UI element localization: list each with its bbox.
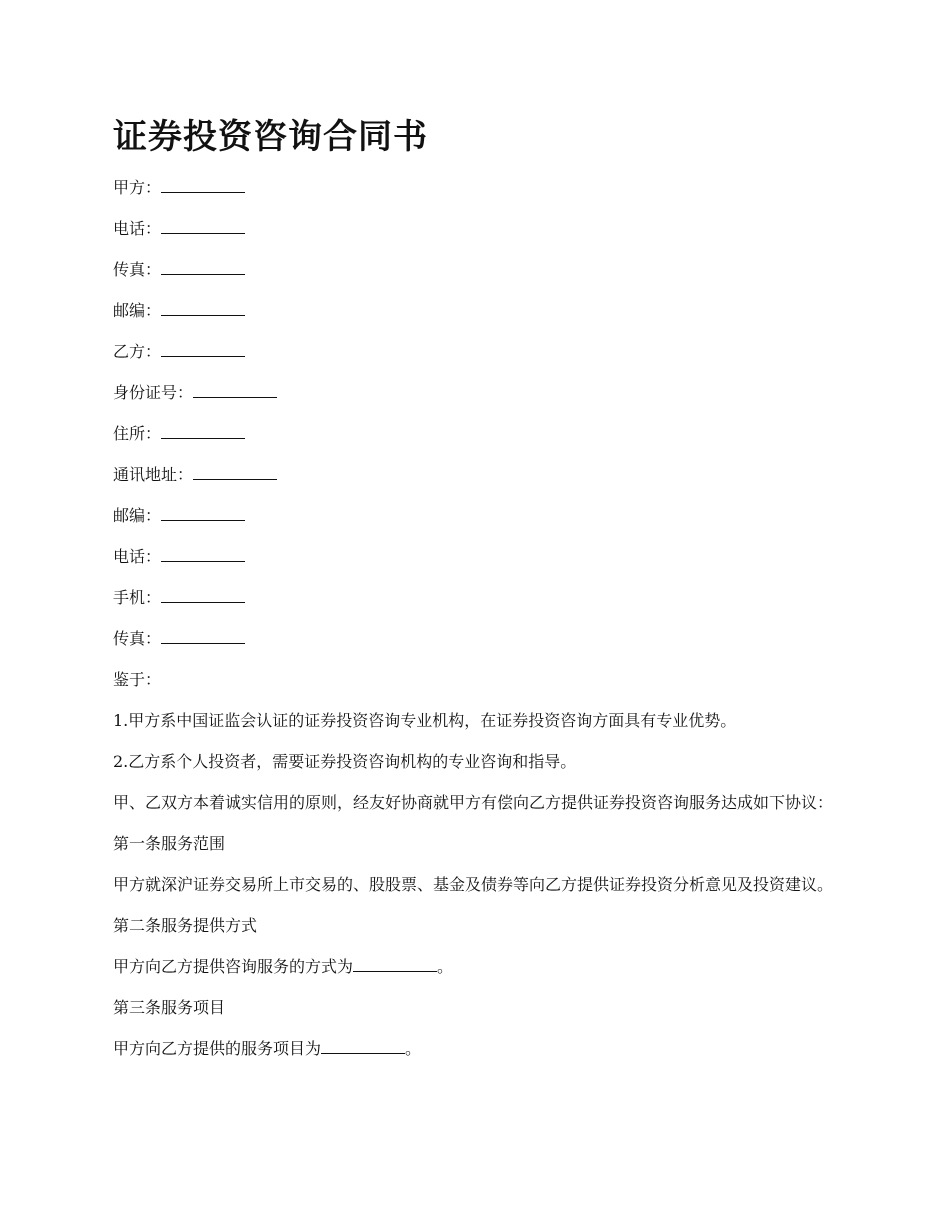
- party-b-phone-field: [113, 545, 843, 569]
- blank-line: [161, 299, 245, 316]
- party-a-field: [113, 176, 843, 200]
- article-2-text: 甲方向乙方提供咨询服务的方式为: [113, 957, 354, 976]
- blank-line: [161, 340, 245, 357]
- field-label: 通讯地址：: [113, 465, 194, 484]
- field-label: 传真：: [113, 629, 162, 648]
- whereas-clause-2: 2.乙方系个人投资者，需要证券投资咨询机构的专业咨询和指导。: [113, 752, 577, 771]
- blank-line: [161, 504, 245, 521]
- party-b-mobile-field: [113, 586, 843, 610]
- blank-line: [161, 258, 245, 275]
- field-label: 乙方：: [113, 342, 162, 361]
- party-b-address-field: [113, 463, 843, 487]
- blank-line: [161, 627, 245, 644]
- field-label: 电话：: [113, 547, 162, 566]
- article-3-body: [113, 1037, 843, 1061]
- period-mark: 。: [405, 1039, 422, 1058]
- party-b-postcode-field: [113, 504, 843, 528]
- field-label: 邮编：: [113, 506, 162, 525]
- party-a-postcode-field: [113, 299, 843, 323]
- field-label: 邮编：: [113, 301, 162, 320]
- blank-line: [193, 463, 277, 480]
- party-b-field: [113, 340, 843, 364]
- blank-line: [161, 217, 245, 234]
- agreement-intro: 甲、乙双方本着诚实信用的原则，经友好协商就甲方有偿向乙方提供证券投资咨询服务达成如下协议：: [113, 793, 834, 812]
- field-label: 传真：: [113, 260, 162, 279]
- article-3-title: 第三条服务项目: [113, 998, 226, 1017]
- blank-line: [193, 381, 277, 398]
- party-b-id-field: [113, 381, 843, 405]
- article-1-title: 第一条服务范围: [113, 834, 226, 853]
- article-2-title: 第二条服务提供方式: [113, 916, 258, 935]
- blank-line: [353, 955, 437, 972]
- party-b-residence-field: [113, 422, 843, 446]
- party-b-fax-field: [113, 627, 843, 651]
- document-title: 证券投资咨询合同书: [113, 117, 428, 157]
- party-a-fax-field: [113, 258, 843, 282]
- article-3-text: 甲方向乙方提供的服务项目为: [113, 1039, 322, 1058]
- field-label: 电话：: [113, 219, 162, 238]
- field-label: 手机：: [113, 588, 162, 607]
- field-label: 身份证号：: [113, 383, 194, 402]
- blank-line: [161, 586, 245, 603]
- field-label: 甲方：: [113, 178, 162, 197]
- article-2-body: [113, 955, 843, 979]
- field-label: 住所：: [113, 424, 162, 443]
- whereas-label: 鉴于：: [113, 670, 162, 689]
- blank-line: [161, 545, 245, 562]
- blank-line: [161, 176, 245, 193]
- whereas-clause-1: 1.甲方系中国证监会认证的证券投资咨询专业机构，在证券投资咨询方面具有专业优势。: [113, 711, 737, 730]
- article-1-body: 甲方就深沪证券交易所上市交易的、股股票、基金及债券等向乙方提供证券投资分析意见及投资建议。: [113, 875, 834, 894]
- blank-line: [161, 422, 245, 439]
- party-a-phone-field: [113, 217, 843, 241]
- period-mark: 。: [437, 957, 454, 976]
- blank-line: [321, 1037, 405, 1054]
- contract-page: [113, 112, 843, 1078]
